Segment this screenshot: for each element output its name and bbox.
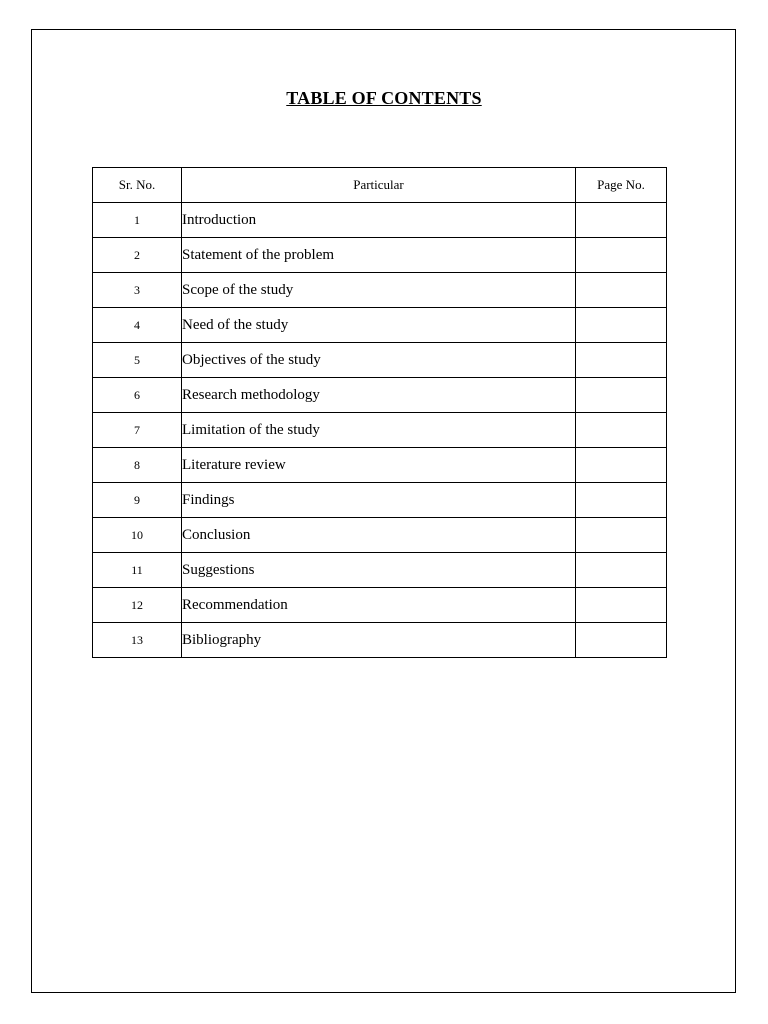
- particular-cell: Conclusion: [182, 518, 576, 553]
- table-row: [93, 553, 667, 588]
- page-no-cell: [576, 238, 667, 273]
- sr-no-cell: 7: [93, 413, 182, 448]
- page-no-cell: [576, 308, 667, 343]
- particular-cell: Literature review: [182, 448, 576, 483]
- sr-no-cell: 12: [93, 588, 182, 623]
- column-header-page-no: Page No.: [576, 168, 667, 203]
- table-header-row: [93, 168, 667, 203]
- page-no-cell: [576, 448, 667, 483]
- page-no-cell: [576, 553, 667, 588]
- particular-cell: Findings: [182, 483, 576, 518]
- sr-no-cell: 1: [93, 203, 182, 238]
- page-no-cell: [576, 588, 667, 623]
- table-row: [93, 238, 667, 273]
- column-header-particular: Particular: [182, 168, 576, 203]
- particular-cell: Scope of the study: [182, 273, 576, 308]
- particular-cell: Objectives of the study: [182, 343, 576, 378]
- sr-no-cell: 5: [93, 343, 182, 378]
- particular-cell: Limitation of the study: [182, 413, 576, 448]
- table-row: [93, 623, 667, 658]
- sr-no-cell: 6: [93, 378, 182, 413]
- table-row: [93, 588, 667, 623]
- particular-cell: Need of the study: [182, 308, 576, 343]
- particular-cell: Recommendation: [182, 588, 576, 623]
- page-title: TABLE OF CONTENTS: [286, 88, 482, 108]
- contents-table: [92, 167, 667, 658]
- table-row: [93, 203, 667, 238]
- page-no-cell: [576, 343, 667, 378]
- sr-no-cell: 8: [93, 448, 182, 483]
- page-no-cell: [576, 203, 667, 238]
- sr-no-cell: 11: [93, 553, 182, 588]
- page-no-cell: [576, 273, 667, 308]
- sr-no-cell: 4: [93, 308, 182, 343]
- table-row: [93, 308, 667, 343]
- sr-no-cell: 2: [93, 238, 182, 273]
- sr-no-cell: 13: [93, 623, 182, 658]
- sr-no-cell: 10: [93, 518, 182, 553]
- table-row: [93, 448, 667, 483]
- page-no-cell: [576, 623, 667, 658]
- sr-no-cell: 9: [93, 483, 182, 518]
- table-row: [93, 413, 667, 448]
- table-row: [93, 518, 667, 553]
- table-row: [93, 483, 667, 518]
- particular-cell: Research methodology: [182, 378, 576, 413]
- page-no-cell: [576, 483, 667, 518]
- sr-no-cell: 3: [93, 273, 182, 308]
- particular-cell: Statement of the problem: [182, 238, 576, 273]
- particular-cell: Bibliography: [182, 623, 576, 658]
- table-row: [93, 378, 667, 413]
- page-no-cell: [576, 378, 667, 413]
- column-header-sr-no: Sr. No.: [93, 168, 182, 203]
- page-no-cell: [576, 413, 667, 448]
- table-row: [93, 343, 667, 378]
- table-row: [93, 273, 667, 308]
- page-no-cell: [576, 518, 667, 553]
- particular-cell: Suggestions: [182, 553, 576, 588]
- particular-cell: Introduction: [182, 203, 576, 238]
